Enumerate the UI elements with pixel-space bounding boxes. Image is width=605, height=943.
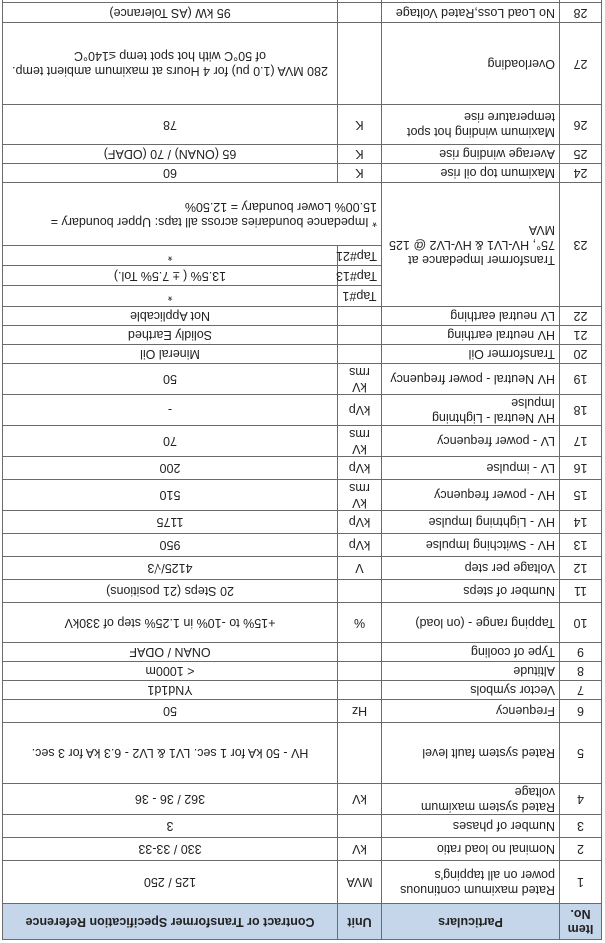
particulars-cell: HV - power frequency — [382, 480, 560, 511]
particulars-cell: Number of phases — [382, 815, 560, 838]
item-number: 18 — [560, 395, 602, 426]
particulars-cell: Overloading — [382, 23, 560, 105]
impedance-value: * — [3, 286, 338, 307]
item-number: 16 — [560, 457, 602, 480]
header-item-no: Item No. — [560, 904, 602, 940]
table-row — [3, 426, 602, 457]
item-number: 27 — [560, 23, 602, 105]
item-number: 24 — [560, 164, 602, 183]
unit-cell — [338, 681, 382, 700]
contract-value-cell: Not Applicable — [3, 307, 338, 326]
contract-value-cell: 330 / 33-33 — [3, 838, 338, 861]
contract-value-cell: 50 — [3, 364, 338, 395]
particulars-cell: Frequency — [382, 700, 560, 723]
particulars-cell: HV neutral earthing — [382, 326, 560, 345]
unit-cell: kVp — [338, 511, 382, 534]
header-unit: Unit — [338, 904, 382, 940]
unit-cell: kV — [338, 784, 382, 815]
particulars-cell: Altitude — [382, 662, 560, 681]
item-number: 17 — [560, 426, 602, 457]
contract-value-cell: 362 / 36 - 36 — [3, 784, 338, 815]
table-row — [3, 603, 602, 643]
particulars-cell: Rated system maximum voltage — [382, 784, 560, 815]
contract-value-cell: 3 — [3, 815, 338, 838]
unit-cell: kV — [338, 838, 382, 861]
particulars-cell: HV - Switching Impulse — [382, 534, 560, 557]
table-row — [3, 457, 602, 480]
header-particulars: Particulars — [382, 904, 560, 940]
table-row — [3, 480, 602, 511]
header-contract: Contract or Transformer Specification Reference — [3, 904, 338, 940]
unit-cell — [338, 580, 382, 603]
table-row — [3, 534, 602, 557]
particulars-cell: HV Neutral - power frequency — [382, 364, 560, 395]
contract-value-cell: YNd1d1 — [3, 681, 338, 700]
unit-cell — [338, 23, 382, 105]
unit-cell: kVp — [338, 457, 382, 480]
unit-cell — [338, 3, 382, 23]
unit-cell: kV rms — [338, 426, 382, 457]
unit-cell — [338, 307, 382, 326]
particulars-cell: Nominal no load ratio — [382, 838, 560, 861]
particulars-cell: Number of steps — [382, 580, 560, 603]
item-number: 1 — [560, 861, 602, 904]
particulars-cell: Maximum winding hot spot temperature rise — [382, 105, 560, 145]
unit-cell: % — [338, 603, 382, 643]
item-number — [560, 0, 602, 3]
item-number: 11 — [560, 580, 602, 603]
impedance-value: 13.5% ( ± 7.5% Tol.) — [3, 266, 338, 286]
unit-cell: K — [338, 164, 382, 183]
unit-cell — [338, 723, 382, 784]
item-number: 15 — [560, 480, 602, 511]
table-row — [3, 580, 602, 603]
unit-cell: V — [338, 557, 382, 580]
table-row — [3, 511, 602, 534]
unit-cell: K — [338, 145, 382, 164]
contract-value-cell: 510 — [3, 480, 338, 511]
contract-value-cell: - — [3, 395, 338, 426]
item-number: 28 — [560, 3, 602, 23]
contract-value-cell: 95 kW (AS Tolerance) — [3, 3, 338, 23]
unit-cell: kV rms — [338, 480, 382, 511]
particulars-cell: Voltage per step — [382, 557, 560, 580]
contract-value-cell: 1175 — [3, 511, 338, 534]
particulars-cell: Rated system fault level — [382, 723, 560, 784]
particulars-cell — [382, 0, 560, 3]
contract-value-cell: < 1000m — [3, 662, 338, 681]
contract-value-cell: 20 Steps (21 positions) — [3, 580, 338, 603]
table-row — [3, 145, 602, 164]
item-number: 4 — [560, 784, 602, 815]
particulars-cell: Vector symbols — [382, 681, 560, 700]
table-row — [3, 643, 602, 662]
item-number: 9 — [560, 643, 602, 662]
header-row — [3, 904, 602, 940]
table-row — [3, 164, 602, 183]
item-number: 3 — [560, 815, 602, 838]
contract-value-cell: 78 — [3, 105, 338, 145]
item-number: 25 — [560, 145, 602, 164]
item-number: 22 — [560, 307, 602, 326]
table-row — [3, 307, 602, 326]
table-row — [3, 815, 602, 838]
table-row — [3, 681, 602, 700]
contract-value-cell: +15% to -10% in 1.25% step of 330kV — [3, 603, 338, 643]
spec-table — [2, 0, 602, 940]
item-number: 5 — [560, 723, 602, 784]
table-row — [3, 345, 602, 364]
table-row — [3, 395, 602, 426]
item-number: 20 — [560, 345, 602, 364]
unit-cell: kV rms — [338, 364, 382, 395]
item-number: 7 — [560, 681, 602, 700]
impedance-note: * Impedance boundaries across all taps: Upper boundary = 15.00% Lower boundary = 12.50% — [3, 183, 382, 246]
particulars-cell: HV - Lightning Impulse — [382, 511, 560, 534]
item-number: 19 — [560, 364, 602, 395]
table-row — [3, 0, 602, 3]
contract-value-cell: 125 / 250 — [3, 861, 338, 904]
contract-value-cell: Solidly Earthed — [3, 326, 338, 345]
item-number: 2 — [560, 838, 602, 861]
contract-value-cell: 4125/√3 — [3, 557, 338, 580]
table-row — [3, 784, 602, 815]
unit-cell: MVA — [338, 861, 382, 904]
table-row — [3, 861, 602, 904]
table-row — [3, 364, 602, 395]
particulars-cell: Average winding rise — [382, 145, 560, 164]
contract-value-cell: 950 — [3, 534, 338, 557]
unit-cell: kVp — [338, 534, 382, 557]
particulars-cell: LV - impulse — [382, 457, 560, 480]
particulars-cell: LV - power frequency — [382, 426, 560, 457]
unit-cell — [338, 815, 382, 838]
contract-value-cell: 200 — [3, 457, 338, 480]
item-number: 14 — [560, 511, 602, 534]
table-row — [3, 700, 602, 723]
contract-value-cell: HV - 50 kA for 1 sec. LV1 & LV2 - 6.3 kA for 3 sec. — [3, 723, 338, 784]
particulars-cell: LV neutral earthing — [382, 307, 560, 326]
particulars-cell: Rated maximum continuous power on all tapping's — [382, 861, 560, 904]
contract-value-cell: 65 (ONAN) / 70 (ODAF) — [3, 145, 338, 164]
particulars-cell: HV Neutral - Lightning Impulse — [382, 395, 560, 426]
contract-value-cell: 50 — [3, 700, 338, 723]
unit-cell — [338, 326, 382, 345]
unit-cell — [338, 643, 382, 662]
item-number: 21 — [560, 326, 602, 345]
tap-label: Tap#21 — [338, 246, 382, 266]
contract-value-cell: 280 MVA (1.0 pu) for 4 Hours at maximum ambient temp. of 50°C with hot spot temp ≤140°C — [3, 23, 338, 105]
table-row — [3, 557, 602, 580]
unit-cell — [338, 662, 382, 681]
item-number: 26 — [560, 105, 602, 145]
unit-cell: Hz — [338, 700, 382, 723]
item-number: 13 — [560, 534, 602, 557]
particulars-cell: No Load Loss,Rated Voltage — [382, 3, 560, 23]
particulars-cell: Maximum top oil rise — [382, 164, 560, 183]
unit-cell — [338, 345, 382, 364]
table-row — [3, 286, 602, 307]
table-row — [3, 838, 602, 861]
particulars-cell: Transformer Oil — [382, 345, 560, 364]
table-row — [3, 105, 602, 145]
particulars-cell: Tapping range - (on load) — [382, 603, 560, 643]
tap-label: Tap#13 — [338, 266, 382, 286]
item-number: 23 — [560, 183, 602, 307]
contract-value-cell: 70 — [3, 426, 338, 457]
table-row — [3, 23, 602, 105]
table-row — [3, 662, 602, 681]
item-number: 6 — [560, 700, 602, 723]
contract-value-cell: ONAN / ODAF — [3, 643, 338, 662]
item-number: 12 — [560, 557, 602, 580]
item-number: 10 — [560, 603, 602, 643]
unit-cell: K — [338, 105, 382, 145]
table-row — [3, 3, 602, 23]
contract-value-cell: Mineral Oil — [3, 345, 338, 364]
item-number: 8 — [560, 662, 602, 681]
particulars-cell: Transformer Impedance at 75°, HV-LV1 & HV-LV2 @ 125 MVA — [382, 183, 560, 307]
impedance-value: * — [3, 246, 338, 266]
tap-label: Tap#1 — [338, 286, 382, 307]
table-row — [3, 326, 602, 345]
table-row — [3, 723, 602, 784]
contract-value-cell — [3, 0, 338, 3]
unit-cell — [338, 0, 382, 3]
particulars-cell: Type of cooling — [382, 643, 560, 662]
contract-value-cell: 60 — [3, 164, 338, 183]
unit-cell: kVp — [338, 395, 382, 426]
